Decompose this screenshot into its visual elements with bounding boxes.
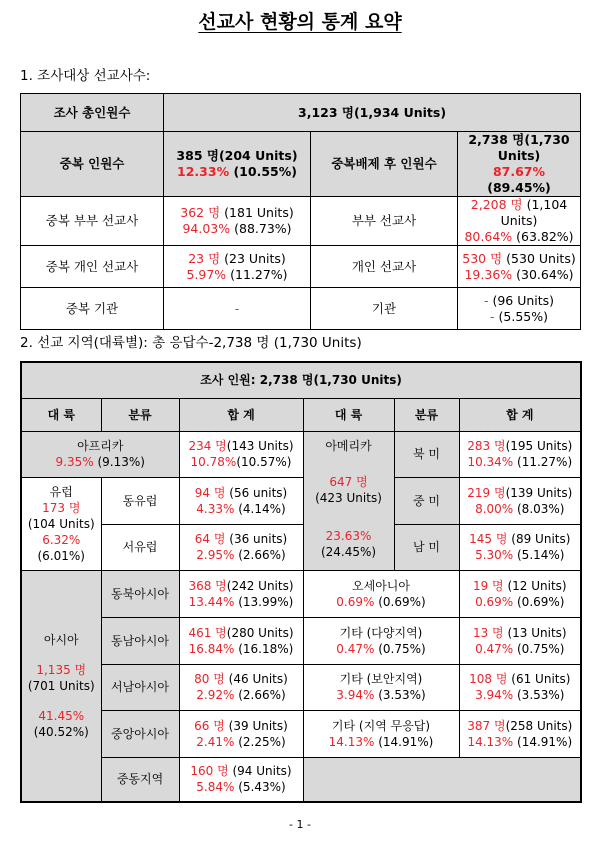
red-percent: 5.84% (196, 780, 235, 795)
red-percent: 23.63% (325, 528, 372, 543)
unit-percent: (24.45%) (320, 544, 377, 559)
red-percent: 14.13% (467, 734, 514, 749)
red-percent: 2.41% (196, 734, 235, 749)
units: (143 Units) (226, 439, 294, 453)
region-name: 기타 (다양지역) (339, 625, 423, 640)
page-number: - 1 - (289, 818, 311, 831)
red-count: - (483, 292, 489, 308)
unit-percent: (0.69%) (513, 594, 565, 609)
total-label: 조사 총인원수 (21, 94, 164, 132)
table-row (21, 477, 581, 524)
units: (195 Units) (505, 439, 573, 453)
header-row (21, 398, 581, 431)
row-value (458, 288, 581, 330)
continent-name: 아시아 (43, 632, 79, 647)
red-count: 362 명 (180, 205, 221, 220)
unit-percent: (5.14%) (513, 548, 565, 562)
red-percent: 4.33% (196, 501, 235, 516)
continent-name: 아프리카 (77, 439, 124, 453)
dedup-percent: 87.67% (492, 164, 546, 179)
row-value (164, 246, 311, 288)
unit-percent: (11.27%) (226, 266, 288, 282)
red-percent: 8.00% (475, 501, 514, 516)
subregion-total (179, 570, 303, 617)
red-count: 64 명 (194, 532, 226, 546)
units: (104 Units) (27, 516, 95, 531)
unit-percent: (3.53%) (513, 688, 565, 702)
row-value (458, 197, 581, 246)
subregion-label: 동남아시아 (101, 617, 179, 664)
red-count: 13 명 (472, 625, 504, 640)
subregion-total (179, 710, 303, 757)
section2-heading: 2. 선교 지역(대륙별): 총 응답수-2,738 명 (1,730 Units) (20, 335, 362, 351)
red-count: 219 명 (467, 485, 506, 500)
col-continent: 대 륙 (21, 398, 101, 431)
dedup-unit-percent: (89.45%) (487, 180, 551, 195)
unit-percent: (16.18%) (234, 641, 294, 656)
table-row (21, 570, 581, 617)
red-count: 530 명 (462, 250, 503, 266)
unit-percent: (11.27%) (513, 455, 573, 469)
duplicate-count: 385 명(204 Units) (176, 148, 298, 163)
continent-name: 아메리카 (325, 438, 372, 453)
unit-percent: (4.14%) (234, 501, 286, 516)
row-label: 중복 개인 선교사 (21, 246, 164, 288)
unit-percent: (0.69%) (374, 594, 426, 609)
table-row (21, 617, 581, 664)
red-count: 173 명 (42, 500, 81, 515)
other-region-cell (303, 664, 459, 710)
units: (36 units) (225, 532, 288, 546)
table-row (21, 664, 581, 710)
row-label: 기관 (311, 288, 458, 330)
subregion-label: 남 미 (394, 524, 459, 570)
subregion-label: 서유럽 (101, 524, 179, 570)
red-count: 2,208 명 (470, 197, 523, 212)
subregion-total (459, 431, 581, 477)
units: (61 Units) (507, 672, 571, 686)
red-count: 94 명 (194, 485, 226, 500)
subregion-label: 동북아시아 (101, 570, 179, 617)
region-name: 오세아니아 (352, 578, 410, 593)
red-percent: 19.36% (464, 266, 513, 282)
dedup-count: 2,738 명(1,730 Units) (468, 132, 570, 163)
section1-heading: 1. 조사대상 선교사수: (20, 68, 151, 84)
row-value (164, 197, 311, 246)
red-percent: 41.45% (38, 708, 85, 723)
unit-percent: (2.66%) (234, 548, 286, 562)
subregion-total (179, 664, 303, 710)
table-row (21, 197, 581, 246)
red-percent: 80.64% (464, 229, 513, 244)
empty-cell (303, 757, 581, 802)
unit-percent: (63.82%) (512, 229, 574, 244)
region-name: 기타 (보안지역) (339, 672, 423, 686)
subregion-label: 동유럽 (101, 477, 179, 524)
units: (39 Units) (224, 718, 288, 733)
duplicate-percent: 12.33% (177, 164, 230, 179)
col-total: 합 계 (459, 398, 581, 431)
other-region-cell (303, 570, 459, 617)
region-table (20, 361, 582, 803)
red-count: 368 명 (188, 578, 227, 593)
table-row (21, 246, 581, 288)
subregion-total (179, 524, 303, 570)
red-percent: 0.69% (336, 594, 375, 609)
red-percent: 0.69% (475, 594, 514, 609)
asia-cell (21, 570, 101, 802)
red-count: 80 명 (194, 672, 225, 686)
dedup-value (458, 132, 581, 197)
africa-total (179, 431, 303, 477)
subregion-label: 중앙아시아 (101, 710, 179, 757)
subregion-label: 중 미 (394, 477, 459, 524)
units: (280 Units) (226, 625, 294, 640)
red-percent: - (490, 308, 495, 324)
red-count: 461 명 (188, 625, 227, 640)
red-percent: 16.84% (188, 641, 235, 656)
unit-percent: (8.03%) (513, 501, 565, 516)
red-count: 66 명 (194, 718, 225, 733)
units: (94 Units) (228, 764, 292, 779)
units: (530 Units) (502, 250, 576, 266)
unit-percent: (13.99%) (234, 594, 294, 609)
unit-percent: (0.75%) (513, 641, 565, 656)
row-label: 개인 선교사 (311, 246, 458, 288)
other-region-total (459, 664, 581, 710)
continent-name: 유럽 (49, 484, 73, 499)
col-class: 분류 (394, 398, 459, 431)
units: (23 Units) (220, 250, 286, 266)
units: (139 Units) (505, 485, 573, 500)
units: (46 Units) (224, 672, 288, 686)
red-percent: 5.97% (186, 266, 227, 282)
red-percent: 94.03% (182, 221, 231, 236)
red-percent: 0.47% (336, 641, 375, 656)
other-region-total (459, 570, 581, 617)
red-percent: 3.94% (336, 688, 375, 702)
unit-percent: (10.57%) (236, 455, 292, 469)
subregion-label: 중동지역 (101, 757, 179, 802)
col-total: 합 계 (179, 398, 303, 431)
units: (1,104 Units) (500, 197, 568, 228)
europe-cell (21, 477, 101, 570)
subregion-label: 서남아시아 (101, 664, 179, 710)
units: (701 Units) (27, 678, 95, 693)
other-region-total (459, 710, 581, 757)
red-percent: 13.44% (188, 594, 235, 609)
row-label: 중복 부부 선교사 (21, 197, 164, 246)
africa-cell (21, 431, 179, 477)
units: (242 Units) (226, 578, 294, 593)
row-label: 부부 선교사 (311, 197, 458, 246)
units: (12 Units) (503, 578, 567, 593)
red-count: 108 명 (469, 672, 508, 686)
unit-percent: (5.55%) (494, 308, 548, 324)
units: (56 units) (225, 485, 288, 500)
col-continent: 대 륙 (303, 398, 394, 431)
red-count: 19 명 (472, 578, 504, 593)
col-class: 분류 (101, 398, 179, 431)
unit-percent: (5.43%) (234, 780, 286, 795)
red-count: 647 명 (329, 474, 368, 489)
other-region-cell (303, 617, 459, 664)
unit-percent: (2.66%) (234, 688, 286, 702)
other-region-cell (303, 710, 459, 757)
unit-percent: (6.01%) (37, 548, 85, 563)
unit-percent: (30.64%) (512, 266, 574, 282)
units: (258 Units) (505, 718, 573, 733)
subregion-total (179, 757, 303, 802)
duplicate-label: 중복 인원수 (21, 132, 164, 197)
row-label: 중복 기관 (21, 288, 164, 330)
unit-percent: (14.91%) (374, 734, 434, 749)
unit-percent: (14.91%) (513, 734, 573, 749)
units: (423 Units) (315, 490, 382, 505)
red-percent: 10.34% (467, 455, 514, 469)
duplicate-unit-percent: (10.55%) (229, 164, 297, 179)
red-percent: 2.92% (196, 688, 235, 702)
subregion-total (459, 524, 581, 570)
red-count: 160 명 (190, 764, 229, 779)
row-value: - (164, 288, 311, 330)
duplicate-row (21, 132, 581, 197)
unit-percent: (3.53%) (374, 688, 426, 702)
table-row (21, 524, 581, 570)
red-percent: 14.13% (328, 734, 375, 749)
table-row (21, 288, 581, 330)
red-count: 23 명 (188, 250, 221, 266)
total-value: 3,123 명(1,934 Units) (164, 94, 581, 132)
missionary-count-table (20, 93, 581, 330)
unit-percent: (0.75%) (374, 641, 426, 656)
red-count: 145 명 (469, 532, 508, 546)
units: (181 Units) (220, 205, 294, 220)
subregion-total (179, 477, 303, 524)
unit-percent: (2.25%) (234, 734, 286, 749)
unit-percent: (40.52%) (33, 724, 89, 739)
red-count: 387 명 (467, 718, 506, 733)
red-percent: 3.94% (475, 688, 514, 702)
document-title: 선교사 현황의 통계 요약 (198, 11, 402, 33)
total-row (21, 94, 581, 132)
red-percent: 6.32% (42, 532, 81, 547)
red-percent: 2.95% (196, 548, 235, 562)
unit-percent: (9.13%) (93, 455, 145, 469)
america-cell (303, 431, 394, 570)
table-row (21, 757, 581, 802)
red-percent: 9.35% (55, 455, 94, 469)
red-count: 234 명 (188, 439, 227, 453)
dedup-label: 중복배제 후 인원수 (311, 132, 458, 197)
subregion-total (459, 477, 581, 524)
table-row (21, 710, 581, 757)
red-percent: 5.30% (475, 548, 514, 562)
red-count: 1,135 명 (36, 662, 87, 677)
duplicate-value (164, 132, 311, 197)
other-region-total (459, 617, 581, 664)
row-value (458, 246, 581, 288)
unit-percent: (88.73%) (230, 221, 292, 236)
red-count: 283 명 (467, 439, 506, 453)
units: (96 Units) (488, 292, 555, 308)
region-name: 기타 (지역 무응답) (331, 718, 431, 733)
units: (89 Units) (507, 532, 571, 546)
table-row (21, 431, 581, 477)
subregion-label: 북 미 (394, 431, 459, 477)
red-percent: 0.47% (475, 641, 514, 656)
red-percent: 10.78% (190, 455, 237, 469)
units: (13 Units) (503, 625, 567, 640)
region-table-title: 조사 인원: 2,738 명(1,730 Units) (21, 362, 581, 398)
subregion-total (179, 617, 303, 664)
